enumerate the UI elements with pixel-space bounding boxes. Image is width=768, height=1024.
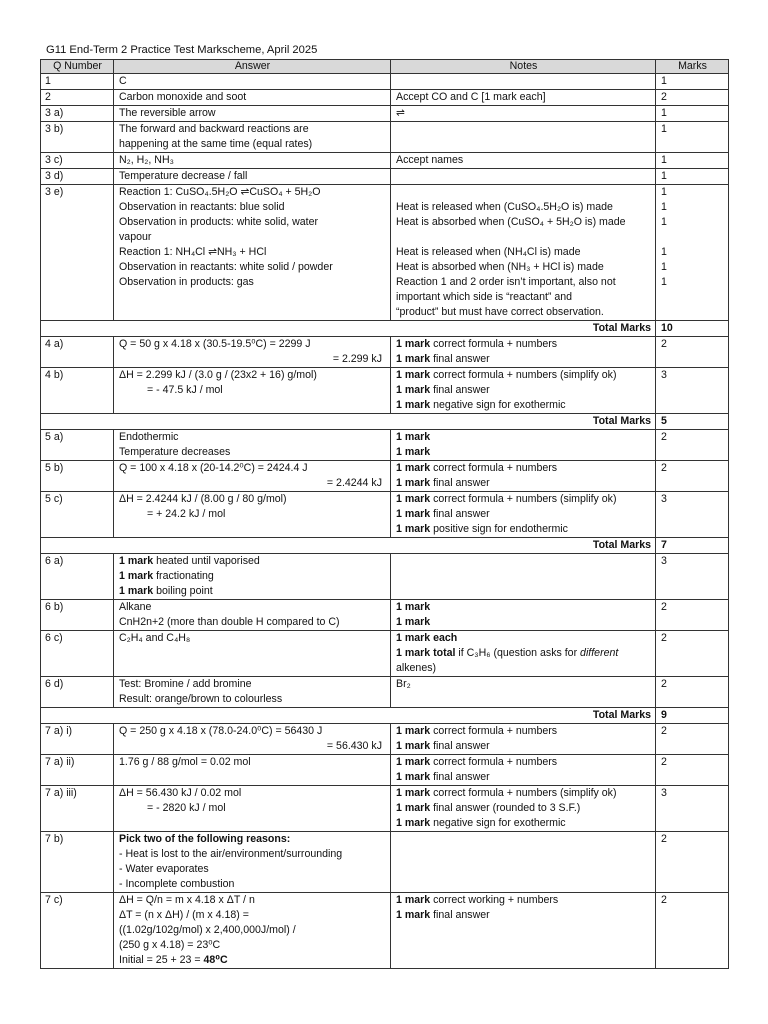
cell-line: 2: [661, 632, 667, 644]
table-row: [41, 430, 729, 461]
bold-marker: 1 mark: [396, 802, 431, 814]
marks-cell: [656, 755, 729, 786]
question-number: 3 b): [41, 122, 114, 153]
cell-line: [396, 445, 651, 460]
cell-line: [396, 74, 651, 89]
table-row: [41, 631, 729, 677]
answer-cell: [114, 368, 391, 414]
table-row: [41, 677, 729, 708]
notes-cell: [391, 786, 656, 832]
cell-line: = 2.4244 kJ: [326, 477, 382, 489]
notes-cell: [391, 893, 656, 969]
question-number: 7 a) iii): [41, 786, 114, 832]
answer-cell: [114, 554, 391, 600]
header-q-number: Q Number: [41, 60, 114, 74]
notes-cell: [391, 90, 656, 106]
bold-marker: 1 mark: [396, 338, 431, 350]
answer-cell: [114, 74, 391, 90]
cell-line: 1 mark final answer: [396, 508, 490, 520]
bold-marker: 1 mark: [396, 616, 431, 628]
bold-marker: 1 mark each: [396, 632, 458, 644]
cell-line: 1: [661, 246, 667, 258]
cell-line: 1: [661, 201, 667, 213]
table-row: [41, 185, 729, 321]
total-label: Total Marks: [41, 321, 656, 337]
total-value: 5: [656, 414, 729, 430]
question-number: 3 e): [41, 185, 114, 321]
cell-line: Initial = 25 + 23 = 48⁰C: [119, 954, 228, 966]
marks-cell: [656, 677, 729, 708]
total-label: Total Marks: [41, 414, 656, 430]
table-row: [41, 461, 729, 492]
cell-line: 1 mark correct formula + numbers (simplify ok): [396, 369, 617, 381]
cell-line: 3: [661, 493, 667, 505]
bold-marker: 1 mark: [396, 384, 431, 396]
notes-cell: [391, 368, 656, 414]
markscheme-table: [40, 59, 729, 969]
cell-line: Br₂: [396, 678, 411, 690]
table-row: [41, 106, 729, 122]
question-number: 5 a): [41, 430, 114, 461]
cell-line: ⇌: [396, 107, 405, 119]
bold-marker: 1 mark: [119, 555, 154, 567]
cell-line: 1 mark final answer: [396, 740, 490, 752]
cell-line: Heat is released when (CuSO₄.5H₂O is) made: [396, 201, 613, 213]
notes-cell: [391, 122, 656, 153]
total-row: [41, 538, 729, 554]
header-answer: Answer: [114, 60, 391, 74]
bold-marker: 1 mark: [396, 399, 431, 411]
cell-line: 1: [661, 216, 667, 228]
cell-line: 1 mark final answer: [396, 353, 490, 365]
marks-cell: [656, 368, 729, 414]
bold-marker: 1 mark: [396, 740, 431, 752]
cell-line: 2: [661, 601, 667, 613]
cell-line: [396, 631, 651, 646]
bold-marker: 1 mark: [396, 477, 431, 489]
answer-cell: [114, 122, 391, 153]
answer-cell: [114, 724, 391, 755]
bold-marker: 1 mark: [119, 585, 154, 597]
cell-line: 2: [661, 431, 667, 443]
question-number: 6 b): [41, 600, 114, 631]
bold-marker: 1 mark: [396, 817, 431, 829]
table-row: [41, 74, 729, 90]
total-row: [41, 708, 729, 724]
cell-line: = + 24.2 kJ / mol: [147, 508, 226, 520]
table-row: [41, 755, 729, 786]
question-number: 4 b): [41, 368, 114, 414]
notes-cell: [391, 74, 656, 90]
question-number: 5 c): [41, 492, 114, 538]
cell-line: 2: [661, 678, 667, 690]
marks-cell: [656, 122, 729, 153]
cell-line: Observation in reactants: white solid / powder: [119, 261, 333, 273]
bold-marker: 1 mark: [396, 446, 431, 458]
cell-line: (250 g x 4.18) = 23⁰C: [119, 939, 221, 951]
cell-line: 1: [661, 154, 667, 166]
question-number: 7 b): [41, 832, 114, 893]
cell-line: 1 mark boiling point: [119, 585, 213, 597]
cell-line: 1 mark heated until vaporised: [119, 555, 260, 567]
cell-line: ΔH = 56.430 kJ / 0.02 mol: [119, 787, 242, 799]
cell-line: Observation in reactants: blue solid: [119, 201, 285, 213]
question-number: 7 a) i): [41, 724, 114, 755]
cell-line: 2: [661, 338, 667, 350]
cell-line: CnH2n+2 (more than double H compared to C): [119, 616, 340, 628]
question-number: 3 c): [41, 153, 114, 169]
marks-cell: [656, 153, 729, 169]
cell-line: Temperature decreases: [119, 446, 231, 458]
cell-line: 1 mark final answer (rounded to 3 S.F.): [396, 802, 581, 814]
answer-cell: [114, 893, 391, 969]
answer-cell: [114, 786, 391, 832]
cell-line: Result: orange/brown to colourless: [119, 693, 283, 705]
marks-cell: [656, 631, 729, 677]
cell-line: important which side is “reactant” and: [396, 291, 573, 303]
cell-line: ((1.02g/102g/mol) x 2,400,000J/mol) /: [119, 924, 296, 936]
table-row: [41, 600, 729, 631]
cell-line: [396, 430, 651, 445]
cell-line: Carbon monoxide and soot: [119, 91, 247, 103]
cell-line: 1 mark fractionating: [119, 570, 214, 582]
marks-cell: [656, 90, 729, 106]
marks-cell: [656, 492, 729, 538]
markscheme-body: [41, 74, 729, 969]
bold-marker: 1 mark: [396, 493, 431, 505]
cell-line: 1 mark correct formula + numbers: [396, 462, 558, 474]
question-number: 3 d): [41, 169, 114, 185]
total-value: 9: [656, 708, 729, 724]
answer-cell: [114, 337, 391, 368]
answer-cell: [114, 492, 391, 538]
cell-line: - Incomplete combustion: [119, 878, 235, 890]
cell-line: ΔT = (n x ΔH) / (m x 4.18) =: [119, 909, 249, 921]
cell-line: 1: [661, 186, 667, 198]
table-row: [41, 122, 729, 153]
table-row: [41, 554, 729, 600]
bold-marker: 1 mark: [396, 369, 431, 381]
cell-line: 2: [661, 833, 667, 845]
answer-cell: [114, 430, 391, 461]
question-number: 2: [41, 90, 114, 106]
cell-line: Endothermic: [119, 431, 179, 443]
cell-line: 1: [661, 75, 667, 87]
bold-marker: 1 mark: [396, 756, 431, 768]
cell-line: 1: [661, 170, 667, 182]
question-number: 6 d): [41, 677, 114, 708]
cell-line: [396, 230, 651, 245]
cell-line: Test: Bromine / add bromine: [119, 678, 252, 690]
cell-line: 1 mark correct formula + numbers (simplify ok): [396, 787, 617, 799]
cell-line: 1 mark final answer: [396, 909, 490, 921]
page-title: G11 End-Term 2 Practice Test Markscheme, April 2025: [46, 44, 318, 56]
cell-line: 1: [661, 276, 667, 288]
cell-line: 1 mark final answer: [396, 384, 490, 396]
cell-line: Accept CO and C [1 mark each]: [396, 91, 546, 103]
marks-cell: [656, 600, 729, 631]
answer-cell: [114, 677, 391, 708]
question-number: 4 a): [41, 337, 114, 368]
cell-line: 2: [661, 894, 667, 906]
marks-cell: [656, 106, 729, 122]
cell-line: 2: [661, 756, 667, 768]
notes-cell: [391, 169, 656, 185]
header-notes: Notes: [391, 60, 656, 74]
cell-line: Q = 250 g x 4.18 x (78.0-24.0⁰C) = 56430 J: [119, 725, 323, 737]
notes-cell: [391, 430, 656, 461]
marks-cell: [656, 430, 729, 461]
answer-cell: [114, 169, 391, 185]
marks-cell: [656, 724, 729, 755]
answer-cell: [114, 631, 391, 677]
cell-line: 2: [661, 725, 667, 737]
cell-line: 1 mark total if C₃H₆ (question asks for different: [396, 647, 619, 659]
bold-marker: 1 mark: [396, 431, 431, 443]
cell-line: Temperature decrease / fall: [119, 170, 248, 182]
cell-line: = 2.299 kJ: [332, 353, 382, 365]
cell-line: Reaction 1: CuSO₄.5H₂O ⇌CuSO₄ + 5H₂O: [119, 186, 321, 198]
cell-line: 1: [661, 261, 667, 273]
cell-line: 1 mark negative sign for exothermic: [396, 817, 566, 829]
cell-line: 1 mark positive sign for endothermic: [396, 523, 568, 535]
bold-marker: 1 mark: [396, 771, 431, 783]
total-value: 10: [656, 321, 729, 337]
marks-cell: [656, 337, 729, 368]
cell-line: ΔH = Q/n = m x 4.18 x ΔT / n: [119, 894, 255, 906]
notes-cell: [391, 724, 656, 755]
cell-line: Reaction 1 and 2 order isn’t important, also not: [396, 276, 616, 288]
table-row: [41, 368, 729, 414]
answer-cell: [114, 106, 391, 122]
marks-cell: [656, 554, 729, 600]
notes-cell: [391, 631, 656, 677]
marks-cell: [656, 893, 729, 969]
answer-cell: [114, 153, 391, 169]
cell-line: happening at the same time (equal rates): [119, 138, 313, 150]
total-label: Total Marks: [41, 538, 656, 554]
cell-line: C₂H₄ and C₄H₈: [119, 632, 191, 644]
cell-line: ΔH = 2.4244 kJ / (8.00 g / 80 g/mol): [119, 493, 287, 505]
notes-cell: [391, 600, 656, 631]
cell-line: [396, 169, 651, 184]
cell-line: 1 mark correct formula + numbers: [396, 725, 558, 737]
cell-line: Observation in products: white solid, water: [119, 216, 319, 228]
marks-cell: [656, 832, 729, 893]
total-value: 7: [656, 538, 729, 554]
cell-line: [396, 122, 651, 137]
total-row: [41, 414, 729, 430]
cell-line: Alkane: [119, 601, 152, 613]
cell-line: 1 mark correct formula + numbers (simplify ok): [396, 493, 617, 505]
cell-line: = - 47.5 kJ / mol: [147, 384, 223, 396]
cell-line: 1 mark correct formula + numbers: [396, 756, 558, 768]
bold-marker: 1 mark: [396, 508, 431, 520]
marks-cell: [656, 461, 729, 492]
cell-line: 1.76 g / 88 g/mol = 0.02 mol: [119, 756, 251, 768]
cell-line: Reaction 1: NH₄Cl ⇌NH₃ + HCl: [119, 246, 267, 258]
cell-line: Q = 100 x 4.18 x (20-14.2⁰C) = 2424.4 J: [119, 462, 308, 474]
cell-line: 3: [661, 369, 667, 381]
emphasis: different: [580, 647, 619, 659]
cell-line: - Water evaporates: [119, 863, 209, 875]
cell-line: alkenes): [396, 662, 437, 674]
question-number: 3 a): [41, 106, 114, 122]
cell-line: [396, 554, 651, 569]
answer-cell: [114, 461, 391, 492]
cell-line: [396, 832, 651, 847]
cell-line: 1 mark final answer: [396, 477, 490, 489]
cell-line: [661, 230, 724, 245]
cell-line: 1 mark final answer: [396, 771, 490, 783]
bold-marker: 1 mark: [396, 909, 431, 921]
cell-line: Pick two of the following reasons:: [119, 833, 291, 845]
table-row: [41, 893, 729, 969]
cell-line: Q = 50 g x 4.18 x (30.5-19.5⁰C) = 2299 J: [119, 338, 311, 350]
final-answer: 48⁰C: [203, 954, 228, 966]
table-row: [41, 786, 729, 832]
cell-line: = 56.430 kJ: [326, 740, 382, 752]
question-number: 1: [41, 74, 114, 90]
notes-cell: [391, 554, 656, 600]
header-marks: Marks: [656, 60, 729, 74]
cell-line: Observation in products: gas: [119, 276, 254, 288]
marks-cell: [656, 786, 729, 832]
table-row: [41, 169, 729, 185]
cell-line: 1 mark correct working + numbers: [396, 894, 559, 906]
header-row: [41, 60, 729, 74]
cell-line: 2: [661, 462, 667, 474]
cell-line: The reversible arrow: [119, 107, 216, 119]
bold-marker: 1 mark: [396, 601, 431, 613]
bold-marker: 1 mark total: [396, 647, 456, 659]
notes-cell: [391, 185, 656, 321]
cell-line: N₂, H₂, NH₃: [119, 154, 174, 166]
bold-marker: 1 mark: [119, 570, 154, 582]
cell-line: Accept names: [396, 154, 464, 166]
cell-line: [396, 185, 651, 200]
notes-cell: [391, 755, 656, 786]
table-row: [41, 832, 729, 893]
bold-marker: 1 mark: [396, 725, 431, 737]
cell-line: The forward and backward reactions are: [119, 123, 309, 135]
marks-cell: [656, 185, 729, 321]
table-row: [41, 337, 729, 368]
bold-marker: 1 mark: [396, 894, 431, 906]
notes-cell: [391, 461, 656, 492]
answer-cell: [114, 600, 391, 631]
cell-line: 3: [661, 555, 667, 567]
cell-line: 1: [661, 107, 667, 119]
question-number: 7 c): [41, 893, 114, 969]
cell-line: ΔH = 2.299 kJ / (3.0 g / (23x2 + 16) g/mol): [119, 369, 317, 381]
answer-cell: [114, 185, 391, 321]
table-row: [41, 724, 729, 755]
notes-cell: [391, 106, 656, 122]
cell-line: [396, 615, 651, 630]
notes-cell: [391, 677, 656, 708]
notes-cell: [391, 337, 656, 368]
cell-line: = - 2820 kJ / mol: [147, 802, 226, 814]
question-number: 6 c): [41, 631, 114, 677]
bold-marker: 1 mark: [396, 787, 431, 799]
table-row: [41, 153, 729, 169]
cell-line: C: [119, 75, 127, 87]
cell-line: Heat is absorbed when (NH₃ + HCl is) made: [396, 261, 604, 273]
cell-line: 1 mark negative sign for exothermic: [396, 399, 566, 411]
table-row: [41, 492, 729, 538]
bold-marker: 1 mark: [396, 523, 431, 535]
cell-line: “product” but must have correct observation.: [396, 306, 604, 318]
cell-line: Heat is absorbed when (CuSO₄ + 5H₂O is) made: [396, 216, 626, 228]
cell-line: 1: [661, 123, 667, 135]
bold-marker: 1 mark: [396, 462, 431, 474]
cell-line: [396, 600, 651, 615]
question-number: 5 b): [41, 461, 114, 492]
marks-cell: [656, 74, 729, 90]
answer-cell: [114, 832, 391, 893]
cell-line: - Heat is lost to the air/environment/surrounding: [119, 848, 343, 860]
answer-cell: [114, 755, 391, 786]
total-row: [41, 321, 729, 337]
bold-marker: 1 mark: [396, 353, 431, 365]
table-row: [41, 90, 729, 106]
marks-cell: [656, 169, 729, 185]
question-number: 6 a): [41, 554, 114, 600]
cell-line: 2: [661, 91, 667, 103]
question-number: 7 a) ii): [41, 755, 114, 786]
notes-cell: [391, 492, 656, 538]
cell-line: Heat is released when (NH₄Cl is) made: [396, 246, 581, 258]
notes-cell: [391, 832, 656, 893]
cell-line: 1 mark correct formula + numbers: [396, 338, 558, 350]
answer-cell: [114, 90, 391, 106]
notes-cell: [391, 153, 656, 169]
cell-line: vapour: [119, 231, 152, 243]
cell-line: 3: [661, 787, 667, 799]
total-label: Total Marks: [41, 708, 656, 724]
